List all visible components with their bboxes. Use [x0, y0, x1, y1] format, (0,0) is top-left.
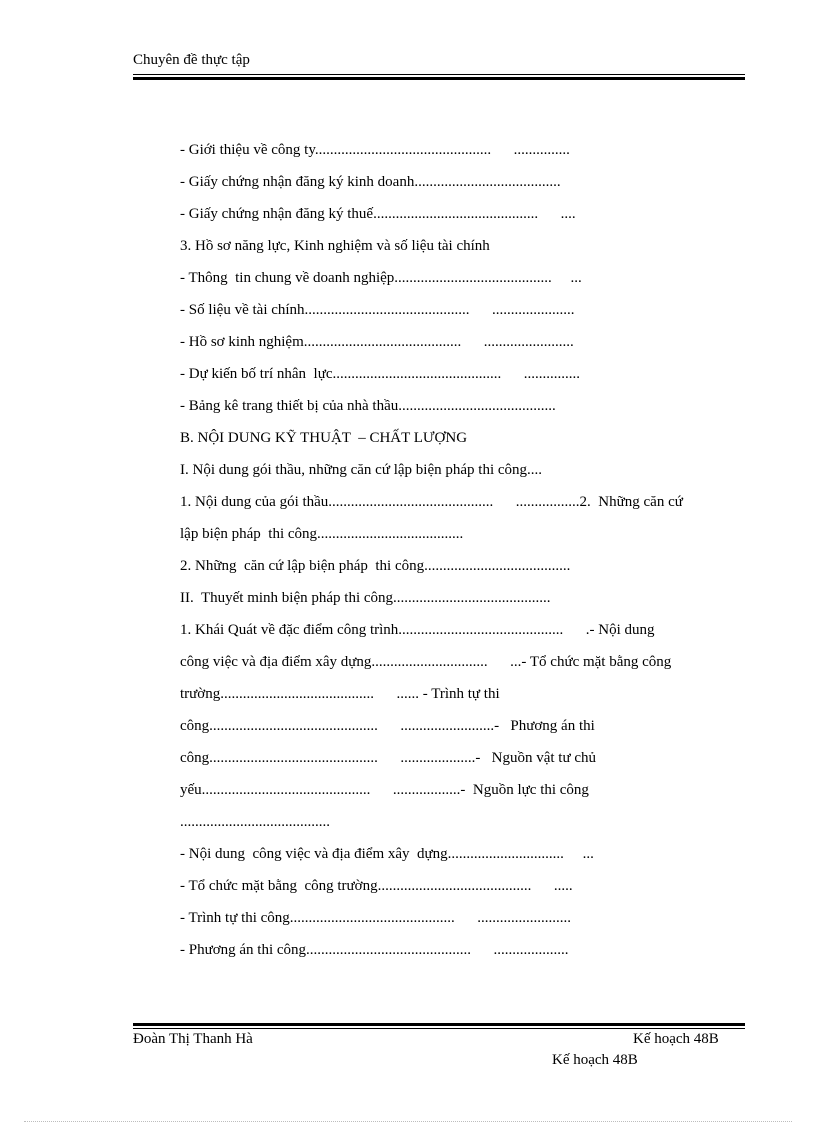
header-rule-thin	[133, 74, 745, 75]
toc-line: yếu............................................. ..................- Nguồn lực thi công	[180, 782, 589, 798]
header-rule-thick	[133, 77, 745, 80]
toc-line: công............................................. .........................- Phương án thi	[180, 718, 595, 734]
toc-section-heading: I. Nội dung gói thầu, những căn cứ lập biện pháp thi công....	[180, 462, 543, 478]
toc-line: - Giấy chứng nhận đăng ký thuế............................................ ....	[180, 206, 576, 222]
footer-author: Đoàn Thị Thanh Hà	[133, 1031, 253, 1047]
toc-line: trường......................................... ...... - Trình tự thi	[180, 686, 500, 702]
toc-line: - Hồ sơ kinh nghiệm.......................................... ........................	[180, 334, 574, 350]
page-edge-dots	[24, 1121, 792, 1122]
toc-line: công việc và địa điểm xây dựng............................... ...- Tổ chức mặt bằng công	[180, 654, 672, 670]
toc-line: - Thông tin chung về doanh nghiệp.......................................... ...	[180, 270, 582, 286]
footer-department-repeat: Kế hoạch 48B	[552, 1052, 638, 1068]
footer-rule-thick	[133, 1023, 745, 1026]
toc-line: 1. Nội dung của gói thầu............................................ .................2. Những căn cứ	[180, 494, 683, 510]
toc-line: - Trình tự thi công............................................ .........................	[180, 910, 572, 926]
toc-line: 2. Những căn cứ lập biện pháp thi công.......................................	[180, 558, 571, 574]
toc-line: 1. Khái Quát về đặc điểm công trình............................................ .- Nội dung	[180, 622, 655, 638]
toc-line: lập biện pháp thi công.......................................	[180, 526, 464, 542]
footer-department: Kế hoạch 48B	[633, 1031, 719, 1047]
toc-part-heading: B. NỘI DUNG KỸ THUẬT – CHẤT LƯỢNG	[180, 430, 468, 446]
toc-line: - Dự kiến bố trí nhân lực............................................. ...............	[180, 366, 580, 382]
toc-section-heading: II. Thuyết minh biện pháp thi công..........................................	[180, 590, 551, 606]
toc-line: - Bảng kê trang thiết bị của nhà thầu..........................................	[180, 398, 556, 414]
toc-line: - Số liệu về tài chính............................................ ......................	[180, 302, 575, 318]
toc-section-heading: 3. Hồ sơ năng lực, Kinh nghiệm và số liệu tài chính	[180, 238, 490, 254]
toc-line: - Tổ chức mặt bằng công trường......................................... .....	[180, 878, 573, 894]
footer-rule-thin	[133, 1028, 745, 1029]
toc-line: - Phương án thi công............................................ ....................	[180, 942, 569, 958]
toc-line: - Nội dung công việc và địa điểm xây dựng............................... ...	[180, 846, 594, 862]
header-title: Chuyên đề thực tập	[133, 52, 250, 68]
toc-line: ........................................	[180, 814, 330, 830]
toc-line: - Giới thiệu về công ty............................................... ...............	[180, 142, 570, 158]
toc-line: công............................................. ....................- Nguồn vật tư chủ	[180, 750, 597, 766]
toc-line: - Giấy chứng nhận đăng ký kinh doanh.......................................	[180, 174, 561, 190]
